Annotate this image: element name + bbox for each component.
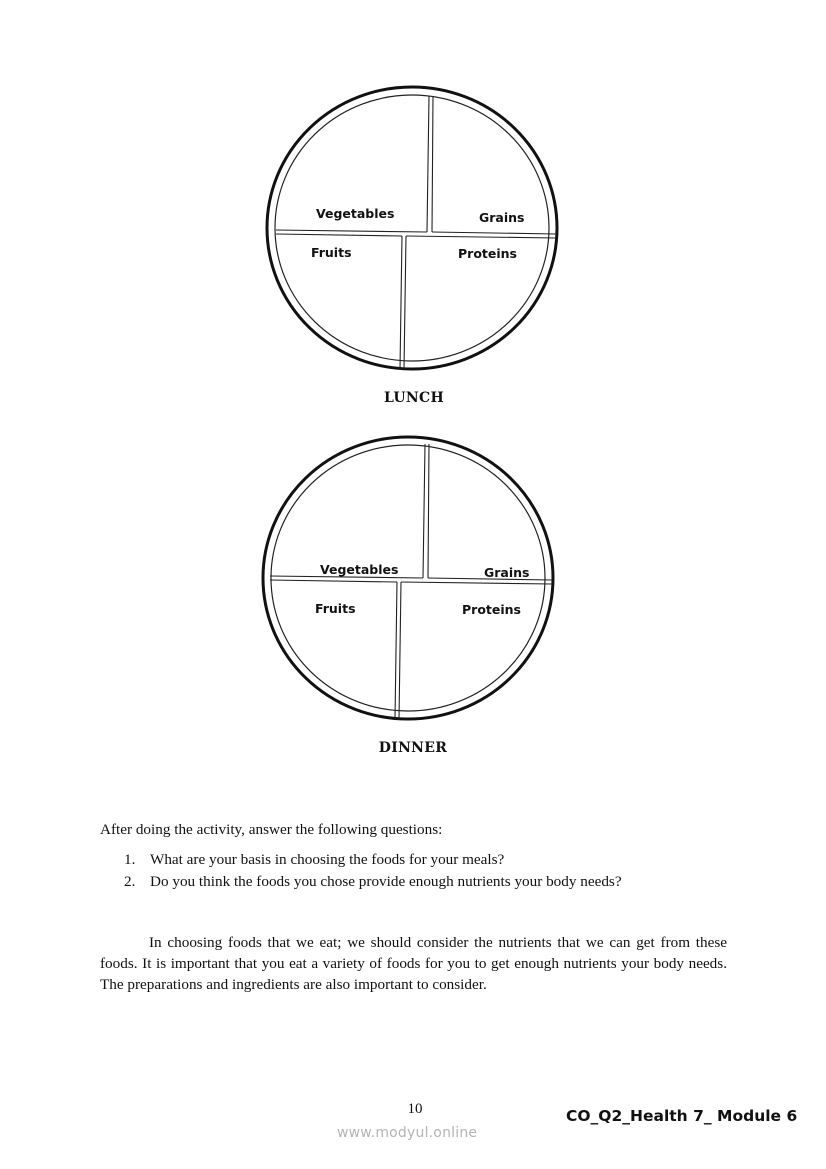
question-number: 2. (124, 872, 136, 890)
section-label-grains: Grains (484, 565, 530, 580)
section-label-proteins: Proteins (458, 246, 517, 261)
dinner-plate-drawing (258, 434, 558, 734)
lunch-plate (262, 84, 562, 384)
section-label-vegetables: Vegetables (320, 562, 399, 577)
question-text: What are your basis in choosing the foods for your meals? (150, 851, 505, 868)
lunch-plate-drawing (262, 84, 562, 384)
plate-outer-rim (267, 87, 557, 369)
question-text: Do you think the foods you chose provide enough nutrients your body needs? (150, 872, 622, 890)
section-label-vegetables: Vegetables (316, 206, 395, 221)
question-item (124, 849, 622, 871)
module-code: CO_Q2_Health 7_ Module 6 (566, 1107, 798, 1125)
dinner-title: DINNER (378, 740, 448, 756)
plate-inner-rim (275, 95, 549, 361)
section-label-grains: Grains (479, 210, 525, 225)
dinner-plate (258, 434, 558, 734)
section-label-fruits: Fruits (315, 601, 356, 616)
lunch-title: LUNCH (384, 390, 444, 406)
questions-list (124, 849, 622, 892)
question-number: 1. (124, 851, 136, 868)
section-label-proteins: Proteins (462, 602, 521, 617)
body-paragraph: In choosing foods that we eat; we should consider the nutrients that we can get from these foods. It is important that you eat a variety of foods for you to get enough nutrients your body needs. The preparations and ingredients are also important to consider. (100, 934, 727, 993)
watermark: www.modyul.online (337, 1125, 478, 1141)
question-item (124, 871, 622, 893)
page-number: 10 (407, 1101, 423, 1117)
section-label-fruits: Fruits (311, 245, 352, 260)
questions-intro: After doing the activity, answer the following questions: (100, 821, 443, 838)
